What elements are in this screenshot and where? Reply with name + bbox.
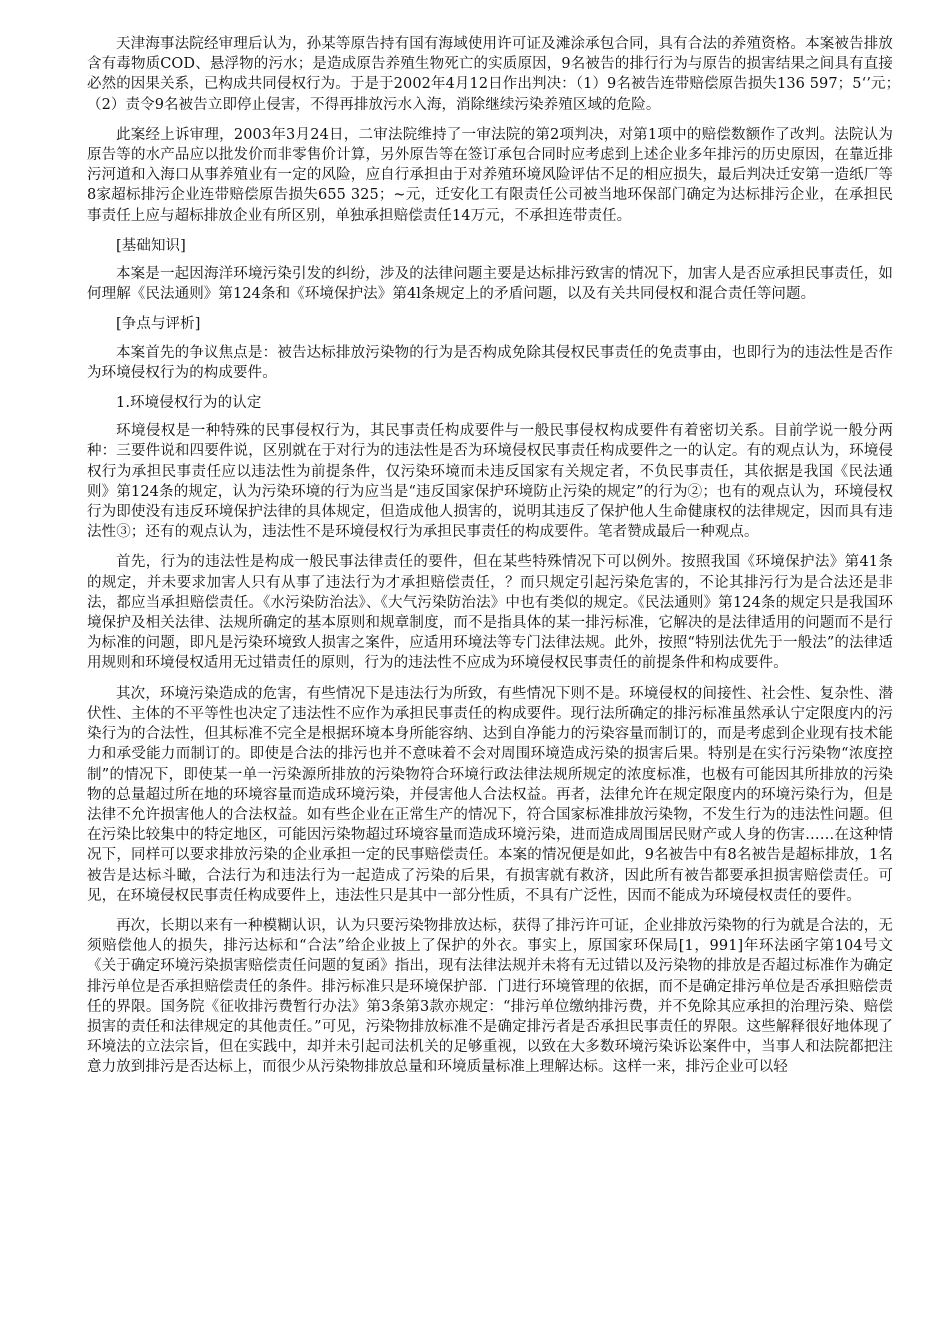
paragraph-first-instance-judgment: 天津海事法院经审理后认为，孙某等原告持有国有海域使用许可证及滩涂承包合同，具有合法的养殖资格。本案被告排放含有毒物质COD、悬浮物的污水；是造成原告养殖生物死亡的实质原因，9名被告的排行行为与原告的损害结果之间具有直接必然的因果关系，已构成共同侵权行为。于是于2002年4月12日作出判决：（1）9名被告连带赔偿原告损失136 597；5‘’元； （2）责令9名被告立即停止侵害，不得再排放污水入海，消除继续污染养殖区域的危险。 — [87, 36, 908, 113]
paragraph-firstly: 首先，行为的违法性是构成一般民事法律责任的要件，但在某些特殊情况下可以例外。按照我国《环境保护法》第41条的规定，并未要求加害人只有从事了违法行为才承担赔偿责任，？而只规定引起污染危害的，不论其排污行为是合法还是非法，都应当承担赔偿责任。《水污染防治法》、《大气污染防治法》中也有类似的规定。《民法通则》第124条的规定只是我国环境保护及相关法律、法规所确定的基本原则和规章制度，而不是指具体的某一排污标准，它解决的是法律适用的问题而不是行为标准的问题，即凡是污染环境致人损害之案件，应适用环境法等专门法律法规。此外，按照“特别法优先于一般法”的法律适用规则和环境侵权适用无过错责任的原则，行为的违法性不应成为环境侵权民事责任的前提条件和构成要件。 — [87, 554, 893, 672]
paragraph-basic-knowledge: 本案是一起因海洋环境污染引发的纠纷，涉及的法律问题主要是达标排污致害的情况下，加害人是否应承担民事责任，如何理解《民法通则》第124条和《环境保护法》第4l条规定上的矛盾问题，以及有关共同侵权和混合责任等问题。 — [87, 266, 893, 303]
paragraph-thirdly: 再次，长期以来有一种模糊认识，认为只要污染物排放达标，获得了排污许可证，企业排放污染物的行为就是合法的，无须赔偿他人的损失，排污达标和“合法”给企业披上了保护的外衣。事实上，原国家环保局[1，991]年环法函字第104号文《关于确定环境污染损害赔偿责任问题的复函》指出，现有法律法规并未将有无过错以及污染物的排放是否超过标准作为确定排污单位是否承担赔偿责任的条件。排污标准只是环境保护部．门进行环境管理的依据，而不是确定排污单位是否承担赔偿责任的界限。国务院《征收排污费暂行办法》第3条第3款亦规定：“排污单位缴纳排污费，并不免除其应承担的治理污染、赔偿损害的责任和法律规定的其他责任。”可见，污染物排放标准不是确定排污者是否承担民事责任的界限。这些解释很好地体现了环境法的立法宗旨，但在实践中，却并未引起司法机关的足够重视，以致在大多数环境污染诉讼案件中，当事人和法院都把注意力放到排污是否达标上，而很少从污染物排放总量和环境质量标准上理解达标。这样一来，排污企业可以轻 — [87, 917, 893, 1076]
paragraph-tort-theories: 环境侵权是一种特殊的民事侵权行为，其民事责任构成要件与一般民事侵权构成要件有着密切关系。目前学说一般分两种：三要件说和四要件说，区别就在于对行为的违法性是否为环境侵权民事责任构成要件之一的认定。有的观点认为，环境侵权行为承担民事责任应以违法性为前提条件，仅污染环境而未违反国家有关规定者，不负民事责任，其依据是我国《民法通则》第124条的规定，认为污染环境的行为应当是“违反国家保护环境防止污染的规定”的行为②；也有的观点认为，环境侵权行为即使没有违反环境保护法律的具体规定，但造成他人损害的，说明其违反了保护他人生命健康权的法律规定，因而具有违法性③；还有的观点认为，违法性不是环境侵权行为承担民事责任的构成要件。笔者赞成最后一种观点。 — [87, 423, 893, 541]
subsection-heading-tort-determination: 1.环境侵权行为的认定 — [116, 395, 262, 412]
document-body — [87, 34, 908, 1088]
section-heading-dispute-analysis: [争点与评析] — [116, 316, 201, 333]
paragraph-dispute-focus: 本案首先的争议焦点是：被告达标排放污染物的行为是否构成免除其侵权民事责任的免责事由，也即行为的违法性是否作为环境侵权行为的构成要件。 — [87, 344, 893, 381]
paragraph-secondly: 其次，环境污染造成的危害，有些情况下是违法行为所致，有些情况下则不是。环境侵权的间接性、社会性、复杂性、潜伏性、主体的不平等性也决定了违法性不应作为承担民事责任的构成要件。现行法所确定的排污标准虽然承认宁定限度内的污染行为的合法性，但其标准不完全是根据环境本身所能容纳、达到自净能力的污染容量而制订的，而是考虑到企业现有技术能力和承受能力而制订的。即使是合法的排污也并不意味着不会对周围环境造成污染的损害后果。特别是在实行污染物“浓度控制”的情况下，即使某一单一污染源所排放的污染物符合环境行政法律法规所规定的浓度标准，也极有可能因其所排放的污染物的总量超过所在地的环境容量而造成环境污染，并侵害他人合法权益。再者，法律允许在规定限度内的环境污染行为，但是法律不允许损害他人的合法权益。如有些企业在正常生产的情况下，符合国家标准排放污染物，不发生行为的违法性问题。但在污染比较集中的特定地区，可能因污染物超过环境容量而造成环境污染，进而造成周围居民财产或人身的伤害……在这种情况下，同样可以要求排放污染的企业承担一定的民事赔偿责任。本案的情况便是如此，9名被告中有8名被告是超标排放，1名被告是达标斗瞰，合法行为和违法行为一起造成了污染的后果，有损害就有救济，因此所有被告都要承担损害赔偿责任。可见，在环境侵权民事责任构成要件上，违法性只是其中一部分性质，不具有广泛性，因而不能成为环境侵权责任的要件。 — [87, 685, 893, 904]
paragraph-appeal-judgment: 此案经上诉审理，2003年3月24日，二审法院维持了一审法院的第2项判决，对第1项中的赔偿数额作了改判。法院认为原告等的水产品应以批发价而非零售价计算，另外原告等在签订承包合同时应考虑到上述企业多年排污的历史原因，在靠近排污河道和入海口从事养殖业有一定的风险，应自行承担由于对养殖环境风险评估不足的相应损失，最后判决迁安第一造纸厂等8家超标排污企业连带赔偿原告损失655 325；~元，迁安化工有限责任公司被当地环保部门确定为达标排污企业，在承担民事责任上应与超标排放企业有所区别，单独承担赔偿责任14万元，不承担连带责任。 — [87, 126, 893, 224]
section-heading-basic-knowledge: [基础知识] — [116, 237, 186, 254]
